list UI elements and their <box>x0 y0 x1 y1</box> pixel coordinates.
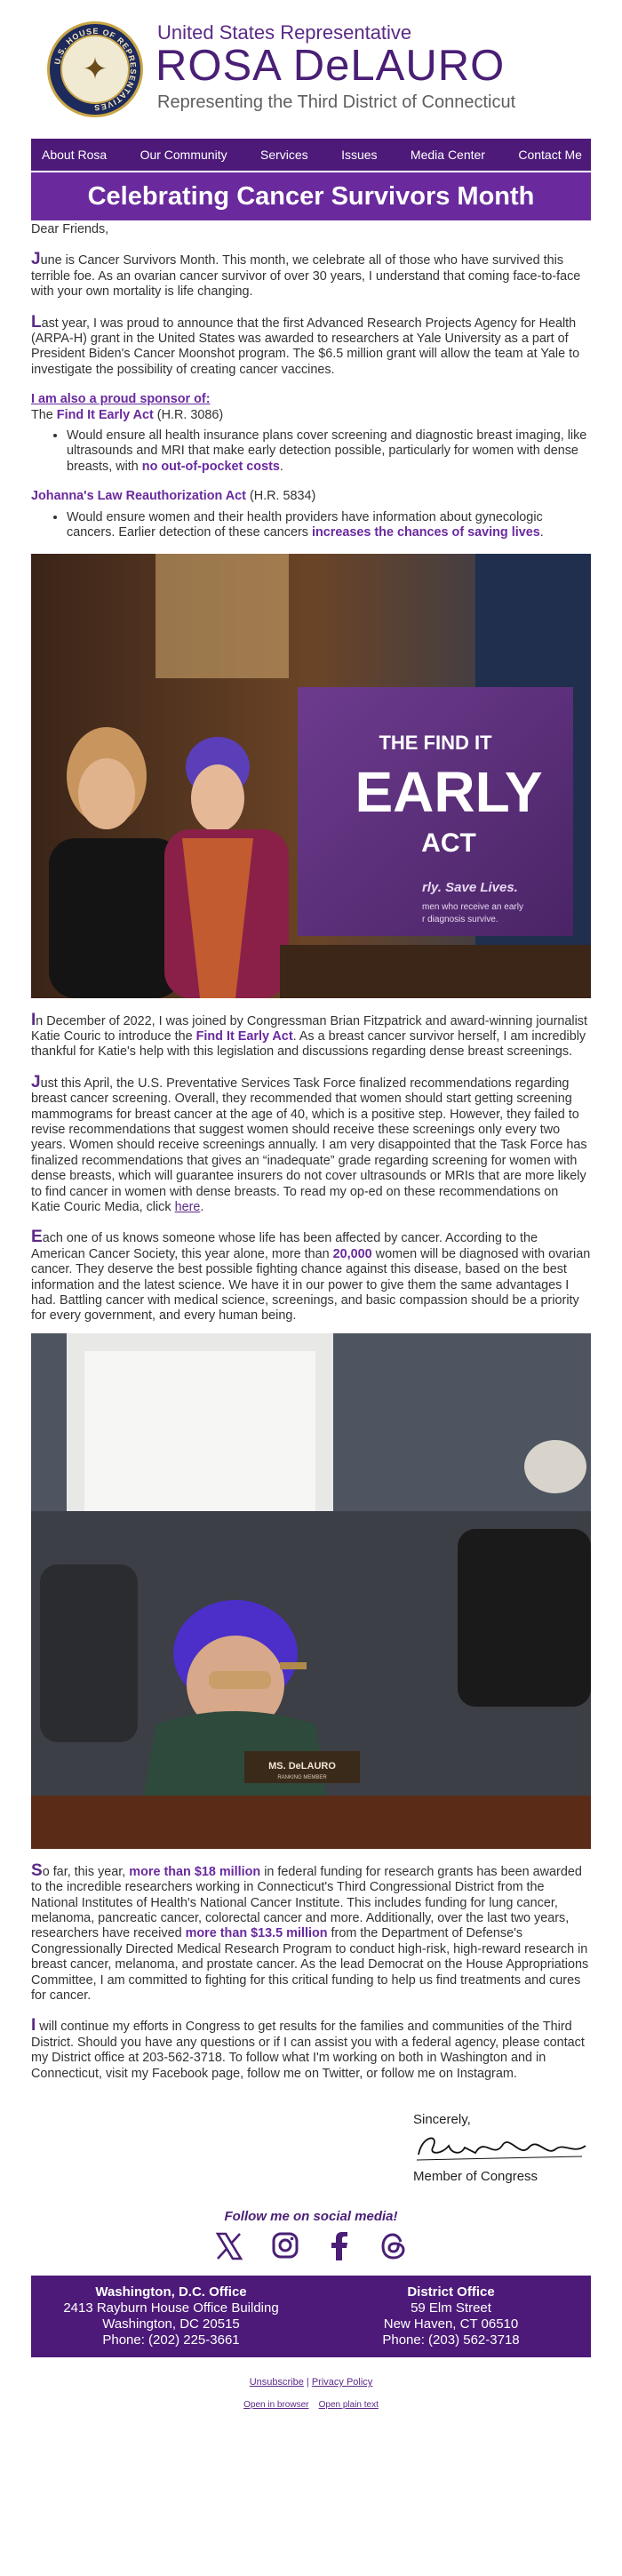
bill2-heading: Johanna's Law Reauthorization Act (H.R. 5834) <box>31 489 316 504</box>
nav-contact-me[interactable]: Contact Me <box>518 148 582 162</box>
nav-our-community[interactable]: Our Community <box>140 148 227 162</box>
poster-line-2: EARLY <box>355 759 543 824</box>
instagram-icon[interactable] <box>271 2231 299 2261</box>
social-section <box>31 2209 591 2261</box>
district-office <box>311 2276 591 2357</box>
subscription-links: Unsubscribe | Privacy Policy <box>249 2377 373 2388</box>
poster-line-3: ACT <box>421 828 476 858</box>
district-office-line2: New Haven, CT 06510 <box>383 2316 519 2332</box>
bill1-heading: The Find It Early Act (H.R. 3086) <box>31 407 224 422</box>
paragraph-1: June is Cancer Survivors Month. This month, we celebrate all of those who have survived this terrible foe. As an ovarian cancer survivor of over 30 years, I understand that coming face-to-face with your own mortality is life changing. <box>31 250 581 300</box>
facebook-icon[interactable] <box>326 2231 353 2261</box>
header <box>31 0 591 133</box>
dc-office-line1: 2413 Rayburn House Office Building <box>63 2300 279 2316</box>
greeting: Dear Friends, <box>31 222 109 236</box>
op-ed-link[interactable]: here <box>174 1199 201 1214</box>
unsubscribe-link[interactable]: Unsubscribe <box>249 2377 304 2388</box>
threads-icon[interactable] <box>379 2231 408 2261</box>
svg-text:U.S. HOUSE OF REPRESENTATIVES <box>52 27 138 112</box>
signature-image <box>413 2128 591 2165</box>
nameplate-sub: RANKING MEMBER <box>277 1774 327 1780</box>
bill1-list <box>31 428 591 475</box>
bill2-list <box>31 510 591 541</box>
social-icons <box>31 2231 591 2261</box>
rep-name: ROSA DeLAURO <box>156 42 506 90</box>
nav-media-center[interactable]: Media Center <box>410 148 485 162</box>
nameplate: MS. DeLAURO <box>268 1760 336 1772</box>
closing: Sincerely, <box>413 2112 471 2128</box>
social-title: Follow me on social media! <box>224 2209 398 2225</box>
sponsor-heading: I am also a proud sponsor of: <box>31 392 211 407</box>
open-in-browser-link[interactable]: Open in browser <box>243 2400 309 2411</box>
nav-services[interactable]: Services <box>259 148 308 162</box>
title-line3: Representing the Third District of Connecticut <box>157 92 516 112</box>
photo-2-illustration <box>31 1333 591 1849</box>
newsletter <box>31 0 591 2410</box>
nav-about-rosa[interactable]: About Rosa <box>42 148 108 162</box>
poster-line-1: THE FIND IT <box>379 731 492 754</box>
photo-1-illustration <box>31 554 591 998</box>
paragraph-7: I will continue my efforts in Congress to get results for the families and communities of the Third District. Should you have any questions or if I can assist you with a federal agency, please contact my District office at 203-562-3718. To follow what I'm working on both in Washington and in Connecticut, visit my Facebook page, follow me on Twitter, or follow me on Instagram. <box>31 2016 585 2081</box>
photo-find-it-early-act <box>31 554 591 998</box>
poster-line-6: r diagnosis survive. <box>422 914 498 924</box>
paragraph-5: Each one of us knows someone whose life has been affected by cancer. According to the American Cancer Society, this year alone, more than 20,000 women will be diagnosed with ovarian cancer. They deserve the best possible fighting chance against this disease, based on the best information and the latest science. We have it in our power to give them the same advantages I had. Battling cancer with medical science, screenings, and basic compassion should be a priority for every government, and every human being. <box>31 1228 591 1324</box>
district-office-line1: 59 Elm Street <box>411 2300 491 2316</box>
title-line1: United States Representative <box>157 21 412 44</box>
list-item: • Would ensure all health insurance plans cover screening and diagnostic breast imaging, like ultrasounds and MRI that make early detection possible, particularly for women with dense breasts, with no out-of-pocket costs. <box>67 428 591 475</box>
footer <box>31 2276 591 2357</box>
dc-office-line2: Washington, DC 20515 <box>102 2316 240 2332</box>
list-item: • Would ensure women and their health providers have information about gynecologic cancers. Earlier detection of these cancers increases the chances of saving lives. <box>67 510 591 541</box>
seal-text: U.S. HOUSE OF REPRESENTATIVES <box>52 26 139 113</box>
poster-line-5: men who receive an early <box>422 901 523 912</box>
letter-body <box>31 222 591 2184</box>
nav-issues[interactable]: Issues <box>341 148 378 162</box>
privacy-policy-link[interactable]: Privacy Policy <box>311 2377 373 2388</box>
paragraph-4: Just this April, the U.S. Preventative Services Task Force finalized recommendations regarding breast cancer screening. Overall, they recommended that women should start getting screening mammograms for breast cancer at the age of 40, which is a positive step. However, they failed to revise recommendations that suggest women should receive these screenings only every two years. Women should receive screenings annually. I am very disappointed that the Task Force has finalized recommendations that gives an “inadequate” grade regarding screening for women with dense breasts, which will guarantee insurers do not cover ultrasounds or MRIs that are more likely to find cancer in women with dense breasts. To read my op-ed on these recommendations on Katie Couric Media, click here. <box>31 1072 587 1214</box>
poster-line-4: rly. Save Lives. <box>422 879 518 895</box>
dc-office-phone: Phone: (202) 225-3661 <box>102 2332 240 2348</box>
dc-office-title: Washington, D.C. Office <box>95 2284 247 2300</box>
x-icon[interactable] <box>214 2231 244 2261</box>
house-seal-logo <box>47 21 143 117</box>
eagle-icon: ✦ <box>60 35 130 104</box>
photo-hearing <box>31 1333 591 1849</box>
closing-title: Member of Congress <box>413 2168 538 2184</box>
paragraph-2: Last year, I was proud to announce that the first Advanced Research Projects Agency for Health (ARPA-H) grant in the United States was awarded to researchers at Yale University as a part of President Biden's Cancer Moonshot program. The $6.5 million grant will allow the team at Yale to investigate the possibility of creating cancer vaccines. <box>31 312 580 377</box>
top-nav <box>31 139 591 171</box>
district-office-phone: Phone: (203) 562-3718 <box>382 2332 520 2348</box>
dc-office <box>31 2276 311 2357</box>
seal-ring <box>50 24 140 115</box>
page-title: Celebrating Cancer Survivors Month <box>31 172 591 220</box>
view-links <box>31 2400 591 2410</box>
paragraph-6: So far, this year, more than $18 million in federal funding for research grants has been awarded to the incredible researchers working in Connecticut's Third Congressional District from the National Institutes of Health's National Cancer Institute. This includes funding for lung cancer, melanoma, pancreatic cancer, colorectal cancer and more. Additionally, over the last two years, researchers have received more than $13.5 million from the Department of Defense's Congressionally Directed Medical Research Program to conduct high-risk, high-reward research in breast cancer, melanoma, and prostate cancer. As the lead Democrat on the House Appropriations Committee, I am committed to fighting for this critical funding to help us find treatments and cures for cancer. <box>31 1860 589 2004</box>
signature-block <box>413 2112 591 2184</box>
paragraph-3: In December of 2022, I was joined by Congressman Brian Fitzpatrick and award-winning journalist Katie Couric to introduce the Find It Early Act. As a breast cancer survivor herself, I am incredibly thankful for Katie's help with this legislation and discussions regarding dense breast screenings. <box>31 1010 587 1060</box>
open-plain-text-link[interactable]: Open plain text <box>318 2400 379 2411</box>
district-office-title: District Office <box>407 2284 495 2300</box>
